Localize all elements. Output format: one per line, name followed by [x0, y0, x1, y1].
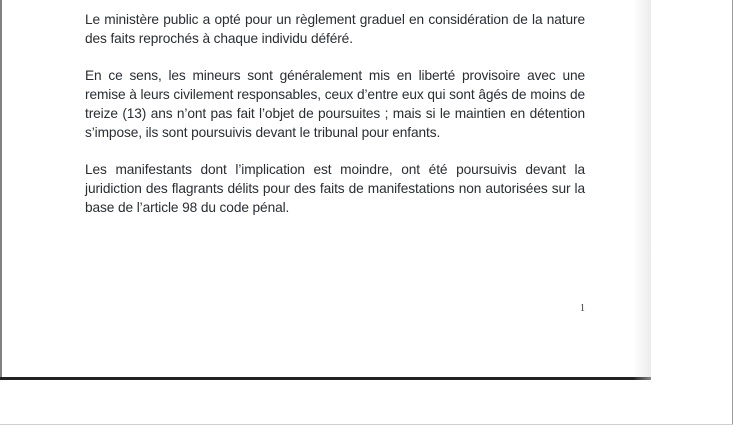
page-number: 1	[580, 303, 585, 314]
page-bottom-rule	[0, 377, 651, 380]
paragraph-minors: En ce sens, les mineurs sont généralement mis en liberté provisoire avec une remise à leurs civilement responsables, ceux d’entre eux qui sont âgés de moins de treize (13) ans n’ont pas fait l’objet de poursuites ; mais si le maintien en détention s’impose, ils sont poursuivis devant le tribunal pour enfants.	[85, 68, 585, 140]
document-body	[85, 10, 585, 217]
paragraph-protesters: Les manifestants dont l’implication est moindre, ont été poursuivis devant la juridiction des flagrants délits pour des faits de manifestations non autorisées sur la base de l’article 98 du code pénal.	[85, 162, 585, 215]
paragraph-graduated-settlement: Le ministère public a opté pour un règlement graduel en considération de la nature des faits reprochés à chaque individu déféré.	[85, 12, 585, 46]
